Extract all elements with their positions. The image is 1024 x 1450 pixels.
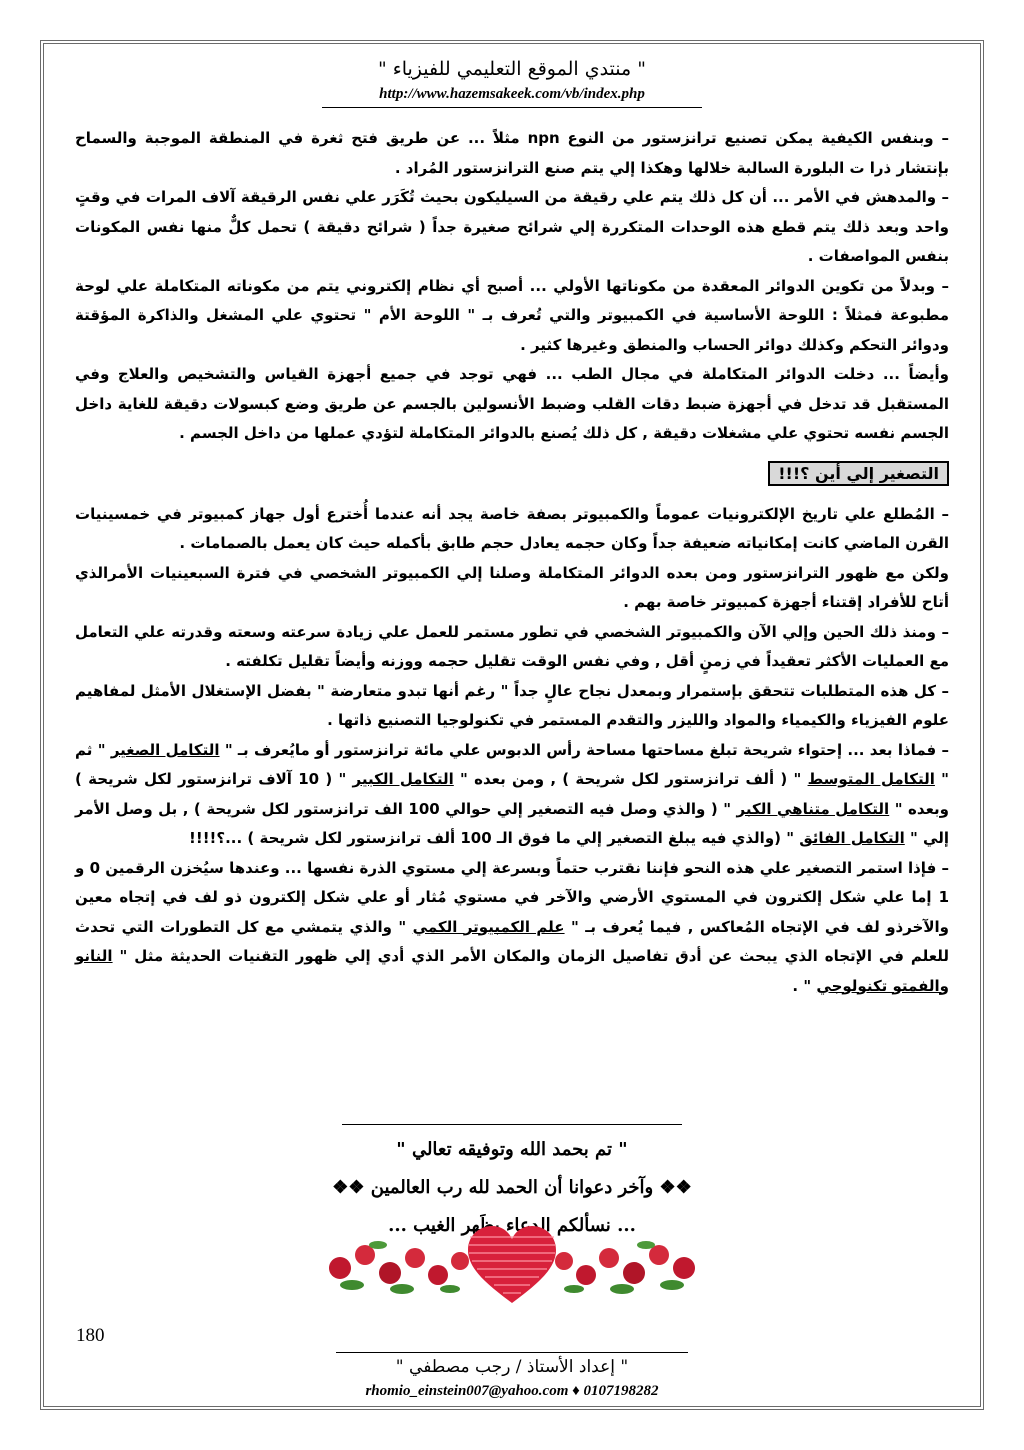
term-vlsi: التكامل متناهي الكبر bbox=[736, 799, 890, 818]
term-ssi: التكامل الصغير bbox=[110, 740, 220, 759]
page-number: 180 bbox=[76, 1325, 105, 1346]
paragraph-personal-computer: ولكن مع ظهور الترانزستور ومن بعده الدوائر المتكاملة وصلنا إلي الكمبيوتر الشخصي في فترة السبعينيات الأمرالذي أتاح للأفراد إقتناء أجهزة كمبيوتر خاصة بهم . bbox=[75, 563, 949, 611]
paragraph-pc-evolution: – ومنذ ذلك الحين وإلي الآن والكمبيوتر الشخصي في تطور مستمر للعمل علي زيادة سرعته وسعته وقدرته علي التعامل مع العمليات الأكثر تعقيداً في زمنٍ أقل , وفي نفس الوقت تقليل حجمه ووزنه وأيضاً تقليل تكلفته . bbox=[75, 622, 949, 670]
footer-divider bbox=[336, 1352, 688, 1353]
closing-divider bbox=[342, 1124, 682, 1125]
closing-praise: ❖❖ وآخر دعوانا أن الحمد لله رب العالمين ❖❖ bbox=[332, 1177, 692, 1198]
paragraph-motherboard: – وبدلاً من تكوين الدوائر المعقدة من مكوناتها الأولي ... أصبح أي نظام إلكتروني يتم من مكوناته المتكاملة علي لوحة مطبوعة فمثلاً : اللوحة الأساسية في الكمبيوتر والتي تُعرف بـ " اللوحة الأم " تحتوي علي المشغل والذاكرة المؤقتة ودوائر التحكم وكذلك دوائر الحساب والمنطق وغيرها كثير . bbox=[75, 276, 949, 354]
author-credit: " إعداد الأستاذ / رجب مصطفي " bbox=[395, 1357, 629, 1377]
author-contact: rhomio_einstein007@yahoo.com ♦ 0107198282 bbox=[365, 1383, 659, 1399]
paragraph-integration-levels: – فماذا بعد ... إحتواء شريحة تبلغ مساحتها مساحة رأس الدبوس علي مائة ترانزستور أو مايُعرف بـ " التكامل الصغير " ثم " التكامل المتوسط " ( ألف ترانزستور لكل شريحة ) , ومن بعده " التكامل الكبير " ( 10 آلاف ترانزستور لكل شريحة ) وبعده " التكامل متناهي الكبر " ( والذي وصل فيه التصغير إلي حوالي 100 الف ترانزستور لكل شريحة ) , بل وصل الأمر إلي " التكامل الفائق " (والذي فيه يبلغ التصغير إلي ما فوق الـ 100 ألف ترانزستور لكل شريحة ) ...؟!!!! bbox=[75, 740, 950, 847]
article-body bbox=[75, 124, 949, 1001]
paragraph-requirements: – كل هذه المتطلبات تتحقق بإستمرار وبمعدل نجاح عالٍ جداً " رغم أنها تبدو متعارضة " بفضل الإستغلال الأمثل لمفاهيم علوم الفيزياء والكيمياء والمواد والليزر والتقدم المستمر في تكنولوجيا التصنيع ذاتها . bbox=[75, 681, 949, 729]
closing-prayer: ... نسألكم الدعاء بظَهر الغيب ... bbox=[388, 1215, 636, 1236]
page-footer bbox=[0, 1352, 1024, 1400]
rose-cluster-left bbox=[329, 1241, 469, 1294]
roses-heart-ornament bbox=[310, 1223, 714, 1305]
term-nano-femto: النانو والفمتو تكنولوجي bbox=[75, 947, 949, 995]
paragraph-silicon-wafer: – والمدهش في الأمر ... أن كل ذلك يتم علي رقيقة من السيليكون بحيث تُكَرَر علي نفس الرقيقة آلاف المرات في وقتٍ واحد وبعد ذلك يتم قطع هذه الوحدات المتكررة إلي شرائح صغيرة جداً ( شرائح دقيقة ) تحمل كلٌّ منها نفس المكونات بنفس المواصفات . bbox=[75, 188, 949, 265]
term-quantum-computing: علم الكمبيوتر الكمي bbox=[412, 917, 565, 936]
forum-title: " منتدي الموقع التعليمي للفيزياء " bbox=[378, 58, 646, 80]
header-divider bbox=[322, 107, 702, 108]
paragraph-npn: – وبنفس الكيفية يمكن تصنيع ترانزستور من النوع npn مثلاً ... عن طريق فتح ثغرة في المنطقة الموجبة والسماح بإنتشار ذرا ت البلورة السالبة خلالها وهكذا إلي يتم صنع الترانزستور المُراد . bbox=[75, 129, 949, 177]
paragraph-computer-history: – المُطلع علي تاريخ الإلكترونيات عموماً والكمبيوتر بصفة خاصة يجد أنه عندما أُخترع أول جهاز كمبيوتر في خمسينيات القرن الماضي كانت إمكانياته ضعيفة جداً وكان حجمه يعادل حجم طابق بأكمله حيث كان يعمل بالصمامات . bbox=[75, 504, 949, 552]
term-ulsi: التكامل الفائق bbox=[799, 829, 905, 847]
page-header bbox=[0, 58, 1024, 108]
term-lsi: التكامل الكبير bbox=[352, 770, 454, 788]
forum-url[interactable]: http://www.hazemsakeek.com/vb/index.php bbox=[379, 86, 645, 102]
rose-cluster-right bbox=[555, 1241, 695, 1294]
paragraph-medicine: وأيضاً ... دخلت الدوائر المتكاملة في مجال الطب ... فهي توجد في جميع أجهزة القياس والتشخيص والعلاج وفي المستقبل قد تدخل في أجهزة ضبط دقات القلب وضبط الأنسولين بالجسم عن طريق وضع كبسولات دقيقة للغاية داخل الجسم نفسه تحتوي علي مشغلات دقيقة , كل ذلك يُصنع بالدوائر المتكاملة لتؤدي عملها من داخل الجسم . bbox=[75, 365, 949, 442]
section-heading: التصغير إلي أين ؟!!! bbox=[768, 461, 949, 486]
paragraph-quantum: – فإذا استمر التصغير علي هذه النحو فإننا نقترب حتماً وبسرعة إلي مستوي الذرة نفسها ... وعندها سيُخزن الرقمين 0 و 1 إما علي شكل إلكترون في المستوي الأرضي والآخر في مستوي مُثار أو علي شكل إلكترون ذو لف في إتجاه معين والآخرذو لف في الإتجاه المُعاكس , فيما يُعرف بـ " علم الكمبيوتر الكمي " والذي يتمشي مع كل التطورات التي تحدث للعلم في الإتجاه الذي يبحث عن أدق تفاصيل الزمان والمكان الأمر الذي أدي إلي ظهور التقنيات الحديثة مثل " النانو والفمتو تكنولوجي " . bbox=[75, 858, 949, 995]
closing-thanks: " تم بحمد الله وتوفيقه تعالي " bbox=[396, 1139, 628, 1160]
term-msi: التكامل المتوسط bbox=[807, 770, 935, 788]
